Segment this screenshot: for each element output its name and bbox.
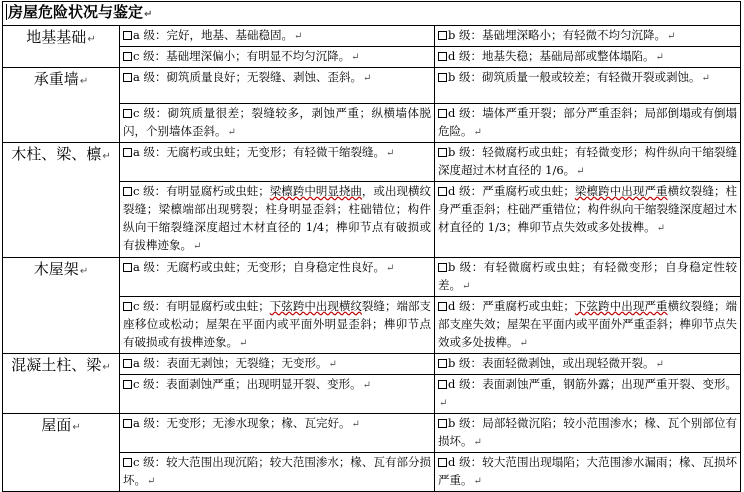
grade-cell[interactable] — [435, 104, 741, 143]
grade-cell[interactable] — [120, 68, 435, 104]
checkbox-icon[interactable] — [438, 109, 447, 118]
category-label: 屋面 — [41, 416, 72, 434]
paragraph-mark: ↵ — [87, 34, 96, 45]
paragraph-mark: ↵ — [351, 52, 360, 63]
grade-row — [3, 26, 741, 47]
paragraph-mark: ↵ — [386, 148, 395, 159]
checkbox-icon[interactable] — [438, 380, 447, 389]
category-label: 混凝土柱、梁 — [11, 356, 102, 374]
underlined-text: 梁檩跨中出现严重 — [574, 184, 668, 198]
grade-cell[interactable] — [435, 26, 741, 47]
paragraph-mark: ↵ — [79, 76, 89, 87]
grade-row — [3, 354, 741, 375]
grade-text: d 级：表面剥蚀严重，钢筋外露；出现严重开裂、变形。 — [448, 377, 738, 391]
category-label: 木柱、梁、檩 — [11, 145, 102, 163]
grade-cell[interactable] — [435, 258, 741, 297]
paragraph-mark: ↵ — [576, 166, 585, 177]
checkbox-icon[interactable] — [123, 52, 132, 61]
grade-cell[interactable] — [120, 104, 435, 143]
table-title: 房屋危险状况与鉴定 — [8, 3, 144, 21]
grade-cell[interactable] — [435, 182, 741, 258]
category-label: 木屋架 — [33, 260, 79, 278]
paragraph-mark: ↵ — [519, 338, 528, 349]
checkbox-icon[interactable] — [123, 458, 132, 467]
grade-cell[interactable] — [120, 453, 435, 492]
category-cell[interactable] — [3, 414, 120, 492]
grade-cell[interactable] — [120, 182, 435, 258]
checkbox-icon[interactable] — [438, 302, 447, 311]
assessment-table — [2, 1, 741, 492]
grade-cell[interactable] — [435, 453, 741, 492]
checkbox-icon[interactable] — [123, 380, 132, 389]
grade-row — [3, 68, 741, 104]
paragraph-mark: ↵ — [102, 362, 111, 373]
grade-row — [3, 414, 741, 453]
grade-text: c 级：有明显腐朽或虫蛀； — [133, 184, 270, 198]
paragraph-mark: ↵ — [655, 359, 664, 370]
grade-cell[interactable] — [120, 258, 435, 297]
grade-text: 横纹裂缝；柱身严重歪斜；柱础严重错位；构件纵向干缩裂缝深度超过木材直径的 1/3；榫卯节点失效或多处拔榫。 — [438, 184, 738, 234]
underlined-text: 下弦跨中出现严重 — [574, 299, 668, 313]
checkbox-icon[interactable] — [123, 187, 132, 196]
paragraph-mark: ↵ — [193, 241, 202, 252]
title-row — [3, 2, 741, 26]
paragraph-mark: ↵ — [72, 422, 81, 433]
category-cell[interactable] — [3, 354, 120, 414]
grade-cell[interactable] — [120, 143, 435, 182]
paragraph-mark: ↵ — [239, 338, 248, 349]
category-cell[interactable] — [3, 143, 120, 258]
paragraph-mark: ↵ — [701, 73, 710, 84]
grade-text: a 级：无腐朽或虫蛀；无变形；自身稳定性良好。 — [133, 260, 386, 274]
checkbox-icon[interactable] — [438, 187, 447, 196]
grade-text: b 级：有轻微腐朽或虫蛀；有轻微变形；自身稳定性较差。 — [438, 260, 738, 292]
grade-cell[interactable] — [120, 26, 435, 47]
paragraph-mark: ↵ — [667, 31, 676, 42]
grade-text: c 级：较大范围出现沉陷；较大范围渗水；椽、瓦有部分损坏。 — [123, 455, 431, 487]
grade-cell[interactable] — [435, 354, 741, 375]
paragraph-mark: ↵ — [227, 127, 236, 138]
grade-text: a 级：无腐朽或虫蛀；无变形；有轻微干缩裂缝。 — [133, 145, 386, 159]
checkbox-icon[interactable] — [438, 458, 447, 467]
paragraph-mark: ↵ — [439, 398, 448, 409]
category-cell[interactable] — [3, 258, 120, 354]
grade-cell[interactable] — [120, 375, 435, 414]
paragraph-mark: ↵ — [386, 263, 395, 274]
paragraph-mark: ↵ — [473, 127, 482, 138]
grade-cell[interactable] — [435, 143, 741, 182]
paragraph-mark: ↵ — [362, 380, 371, 391]
checkbox-icon[interactable] — [123, 31, 132, 40]
grade-cell[interactable] — [120, 297, 435, 354]
checkbox-icon[interactable] — [123, 73, 132, 82]
checkbox-icon[interactable] — [123, 302, 132, 311]
grade-text: b 级：轻微腐朽或虫蛀；有轻微变形；构件纵向干缩裂缝深度超过木材直径的 1/6。 — [438, 145, 738, 177]
checkbox-icon[interactable] — [123, 109, 132, 118]
grade-text: c 级：有明显腐朽或虫蛀； — [133, 299, 270, 313]
grade-text: d 级：地基失稳；基础局部或整体塌陷。 — [448, 49, 655, 63]
grade-cell[interactable] — [120, 414, 435, 453]
grade-text: d 级：严重腐朽或虫蛀； — [448, 299, 575, 313]
checkbox-icon[interactable] — [123, 263, 132, 272]
paragraph-mark: ↵ — [656, 223, 666, 234]
grade-cell[interactable] — [435, 414, 741, 453]
grade-text: d 级：较大范围出现塌陷；大范围渗水漏雨；椽、瓦损坏严重。 — [438, 455, 738, 487]
grade-cell[interactable] — [435, 297, 741, 354]
category-label: 承重墙 — [33, 70, 79, 88]
grade-text: b 级：局部轻微沉陷；较小范围渗水；椽、瓦个别部位有损坏。 — [438, 416, 738, 448]
paragraph-mark: ↵ — [462, 281, 471, 292]
checkbox-icon[interactable] — [438, 263, 447, 272]
checkbox-icon[interactable] — [123, 359, 132, 368]
checkbox-icon[interactable] — [438, 52, 447, 61]
checkbox-icon[interactable] — [438, 31, 447, 40]
grade-text: a 级：完好，地基、基础稳固。 — [133, 28, 294, 42]
grade-cell[interactable] — [435, 68, 741, 104]
grade-cell[interactable] — [120, 354, 435, 375]
grade-text: d 级：墙体严重开裂；部分严重歪斜；局部倒塌或有倒塌危险。 — [438, 106, 738, 138]
paragraph-mark: ↵ — [144, 9, 153, 20]
checkbox-icon[interactable] — [123, 148, 132, 157]
paragraph-mark: ↵ — [294, 31, 303, 42]
underlined-text: 下弦跨中出现横纹 — [269, 299, 362, 313]
checkbox-icon[interactable] — [438, 419, 447, 428]
grade-text: b 级：基础埋深略小；有轻微不均匀沉降。 — [448, 28, 667, 42]
grade-text: a 级：砌筑质量良好；无裂缝、剥蚀、歪斜。 — [133, 70, 363, 84]
grade-text: ，或出现横纹裂缝；梁檩端部出现劈裂；柱身明显歪斜；柱础错位；构件纵向干缩裂缝深度超过木材直径的 1/4；榫卯节点有破损或有拔榫迹象。 — [123, 184, 431, 252]
grade-text: a 级：表面无剥蚀；无裂缝；无变形。 — [133, 356, 328, 370]
grade-cell[interactable] — [120, 47, 435, 68]
grade-cell[interactable] — [435, 375, 741, 414]
grade-text: b 级：砌筑质量一般或较差；有轻微开裂或剥蚀。 — [448, 70, 701, 84]
grade-text: 裂缝；端部支座移位或松动；屋架在平面内或平面外明显歪斜；榫卯节点有破损或有拔榫迹象。 — [123, 299, 431, 349]
grade-text: 横纹裂缝；端部支座失效；屋架在平面内或平面外严重歪斜；榫卯节点失效或多处拔榫。 — [438, 299, 738, 349]
paragraph-mark: ↵ — [473, 476, 482, 487]
checkbox-icon[interactable] — [438, 148, 447, 157]
paragraph-mark: ↵ — [102, 151, 111, 162]
grade-cell[interactable] — [435, 47, 741, 68]
grade-text: b 级：表面轻微剥蚀，或出现轻微开裂。 — [448, 356, 655, 370]
underlined-text: 梁檩跨中明显挠曲 — [269, 184, 362, 198]
category-label: 地基基础 — [26, 28, 87, 46]
paragraph-mark: ↵ — [328, 359, 337, 370]
grade-row — [3, 258, 741, 297]
grade-text: d 级：严重腐朽或虫蛀； — [448, 184, 575, 198]
category-cell[interactable] — [3, 26, 120, 68]
checkbox-icon[interactable] — [123, 419, 132, 428]
grade-text: c 级：基础埋深偏小；有明显不均匀沉降。 — [133, 49, 351, 63]
table-title-cell[interactable] — [3, 2, 741, 26]
grade-text: a 级：无变形；无渗水现象；椽、瓦完好。 — [133, 416, 351, 430]
checkbox-icon[interactable] — [438, 359, 447, 368]
paragraph-mark: ↵ — [473, 437, 482, 448]
text-cursor — [6, 4, 7, 20]
grade-text: c 级：表面剥蚀严重；出现明显开裂、变形。 — [133, 377, 362, 391]
paragraph-mark: ↵ — [147, 476, 156, 487]
paragraph-mark: ↵ — [655, 52, 664, 63]
paragraph-mark: ↵ — [363, 73, 372, 84]
category-cell[interactable] — [3, 68, 120, 143]
paragraph-mark: ↵ — [79, 266, 89, 277]
grade-row — [3, 143, 741, 182]
assessment-table-body — [3, 2, 741, 492]
paragraph-mark: ↵ — [351, 419, 360, 430]
grade-text: c 级：砌筑质量很差；裂缝较多，剥蚀严重；纵横墙体脱闪，个别墙体歪斜。 — [123, 106, 431, 138]
checkbox-icon[interactable] — [438, 73, 447, 82]
